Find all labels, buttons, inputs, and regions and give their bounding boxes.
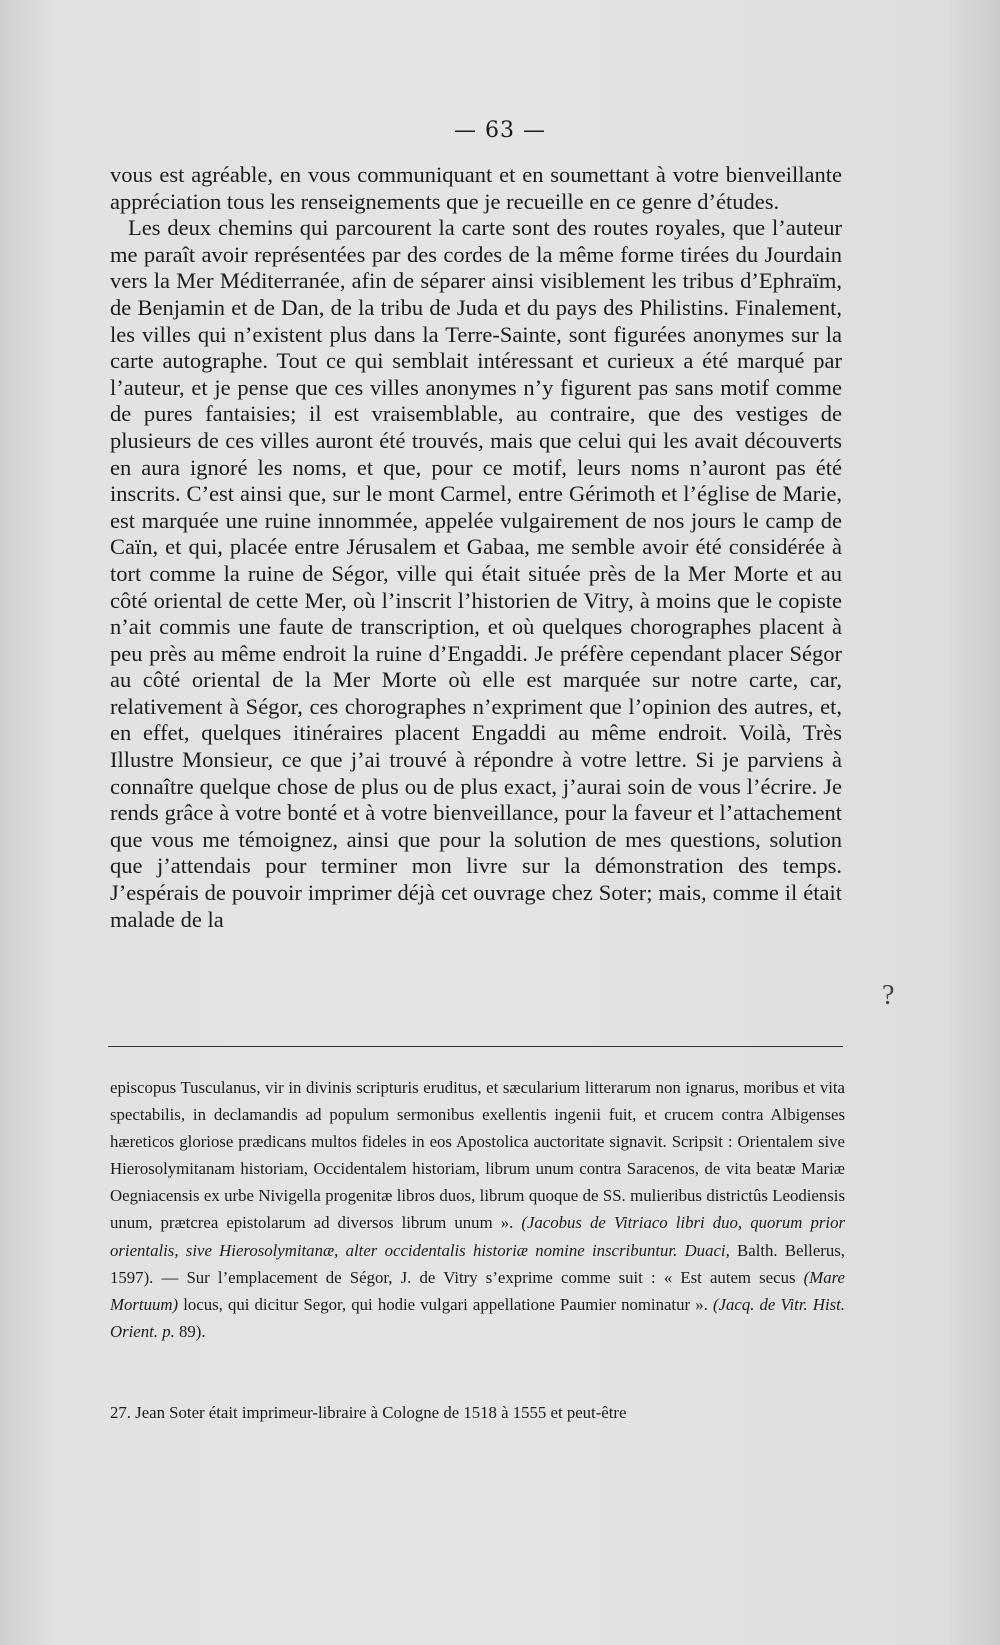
main-text <box>110 162 842 933</box>
footnote-citation-3: (Jacq. de Vitr. Hist. Orient. p. <box>110 1294 845 1341</box>
footnote-citation-2: (Mare Mortuum) <box>110 1267 845 1314</box>
footnote-text-4: 89). <box>174 1321 206 1341</box>
margin-annotation: ? <box>882 980 895 1011</box>
footnote-block <box>110 1074 845 1345</box>
footnote-continued <box>110 1074 845 1345</box>
page-number: — 63 — <box>454 118 546 143</box>
footnote-text-2: Balth. Bellerus, 1597). — Sur l’emplacement de Ségor, J. de Vitry s’exprime comme suit : « Est autem secus <box>110 1240 845 1287</box>
footnote-text-3: locus, qui dicitur Segor, qui hodie vulgari appellatione Paumier nominatur ». <box>178 1294 713 1314</box>
footnote-27: 27. Jean Soter était imprimeur-libraire à Cologne de 1518 à 1555 et peut-être <box>110 1403 627 1422</box>
paragraph-1: vous est agréable, en vous communiquant et en soumettant à votre bienveillante appréciation tous les renseignements que je recueille en ce genre d’études. <box>110 162 842 214</box>
footnote-citation-1: (Jacobus de Vitriaco libri duo, quorum prior orientalis, sive Hierosolymitanæ, alter occidentalis historiæ nomine inscribuntur. Duaci, <box>110 1213 845 1260</box>
paragraph-2: Les deux chemins qui parcourent la carte sont des routes royales, que l’auteur me paraît avoir représentées par des cordes de la même forme tirées du Jourdain vers la Mer Méditerranée, afin de séparer ainsi visiblement les tribus d’Ephraïm, de Benjamin et de Dan, de la tribu de Juda et du pays des Philistins. Finalement, les villes qui n’existent plus dans la Terre-Sainte, sont figurées anonymes sur la carte autographe. Tout ce qui semblait intéressant et curieux a été marqué par l’auteur, et je pense que ces villes anonymes n’y figurent pas sans motif comme de pures fantaisies; il est vraisemblable, au contraire, que des vestiges de plusieurs de ces villes auront été trouvés, mais que celui qui les avait découverts en aura ignoré les noms, et que, pour ce motif, leurs noms n’auront pas été inscrits. C’est ainsi que, sur le mont Carmel, entre Gérimoth et l’église de Marie, est marquée une ruine innommée, appelée vulgairement de nos jours le camp de Caïn, et qui, placée entre Jérusalem et Gabaa, me semble avoir été considérée à tort comme la ruine de Ségor, ville qui était située près de la Mer Morte et au côté oriental de cette Mer, où l’inscrit l’historien de Vitry, à moins que le copiste n’ait commis une faute de transcription, et où quelques chorographes placent à peu près au même endroit la ruine d’Engaddi. Je préfère cependant placer Ségor au côté oriental de la Mer Morte où elle est marquée sur notre carte, car, relativement à Ségor, ces chorographes n’expriment que l’opinion des autres, et, en effet, quelques itinéraires placent Engaddi au même endroit. Voilà, Très Illustre Monsieur, ce que j’ai trouvé à répondre à votre lettre. Si je parviens à connaître quelque chose de plus ou de plus exact, j’aurai soin de vous l’écrire. Je rends grâce à votre bonté et à votre bienveillance, pour la faveur et l’attachement que vous me témoignez, ainsi que pour la solution de mes questions, solution que j’attendais pour terminer mon livre sur la démonstration des temps. J’espérais de pouvoir imprimer déjà cet ouvrage chez Soter; mais, comme il était malade de la <box>110 215 842 932</box>
footnote-separator <box>108 1046 843 1047</box>
footnote-text-1: episcopus Tusculanus, vir in divinis scripturis eruditus, et sæcularium litterarum non ignarus, moribus et vita spectabilis, in declamandis ad populum sermonibus exellentis ingenii fuit, et crucem contra Albigenses hæreticos gloriose prædicans multos fideles in eos Apostolica auctoritate signavit. Scripsit : Orientalem sive Hierosolymitanam historiam, Occidentalem historiam, librum unum contra Saracenos, de vita beatæ Mariæ Oegniacensis ex urbe Nivigella progenitæ libros duos, librum quoque de SS. mulieribus districtûs Leodiensis unum, prætcrea epistolarum ad diversos librum unum ». <box>110 1078 845 1233</box>
